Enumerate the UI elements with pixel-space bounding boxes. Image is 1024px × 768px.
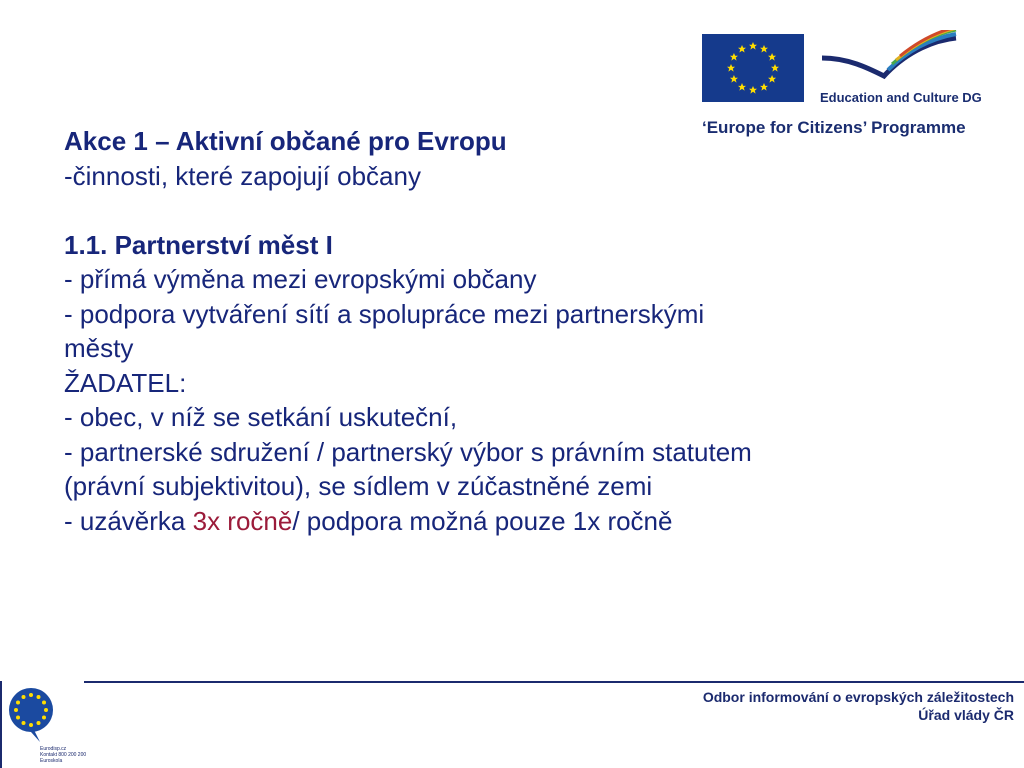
footer-line-office: Úřad vlády ČR: [918, 707, 1014, 723]
footer-divider: [84, 681, 1024, 683]
applicant-label: ŽADATEL:: [64, 367, 187, 398]
footer-left-border: [0, 681, 2, 768]
europe-direct-logo-icon: [4, 684, 64, 744]
slide-title: Akce 1 – Aktivní občané pro Evropu: [64, 126, 507, 156]
deadline-highlight: 3x ročně: [192, 505, 293, 536]
footer-organization: [703, 688, 1014, 724]
dg-swoosh-logo: [818, 30, 960, 88]
deadline-line: [64, 504, 984, 539]
footer-line-department: Odbor informování o evropských záležitostech: [702, 689, 1014, 705]
deadline-prefix: - uzávěrka: [64, 505, 193, 536]
bullet-item: - přímá výměna mezi evropskými občany: [64, 264, 537, 294]
bullet-item: - podpora vytváření sítí a spolupráce mezi partnerskými: [64, 298, 705, 329]
dg-label: Education and Culture DG: [820, 90, 982, 105]
europe-direct-caption: Eurodisp.cz Kontakt 800 200 200 Euroskola: [40, 746, 87, 764]
section-heading: 1.1. Partnerství měst I: [64, 229, 333, 260]
eu-stars: [727, 42, 779, 94]
blank-line: [64, 193, 984, 228]
applicant-item: - obec, v níž se setkání uskuteční,: [64, 402, 458, 432]
eu-flag-icon: [702, 34, 804, 102]
applicant-item: - partnerské sdružení / partnerský výbor s právním statutem: [64, 436, 752, 467]
applicant-item-continued: (právní subjektivitou), se sídlem v zúčastněné zemi: [64, 471, 653, 501]
deadline-suffix: / podpora možná pouze 1x ročně: [292, 505, 673, 536]
programme-label: ‘Europe for Citizens’ Programme: [702, 118, 966, 137]
bullet-item-continued: městy: [64, 333, 134, 363]
slide-content: [64, 124, 984, 538]
slide-subtitle: -činnosti, které zapojují občany: [64, 160, 421, 191]
